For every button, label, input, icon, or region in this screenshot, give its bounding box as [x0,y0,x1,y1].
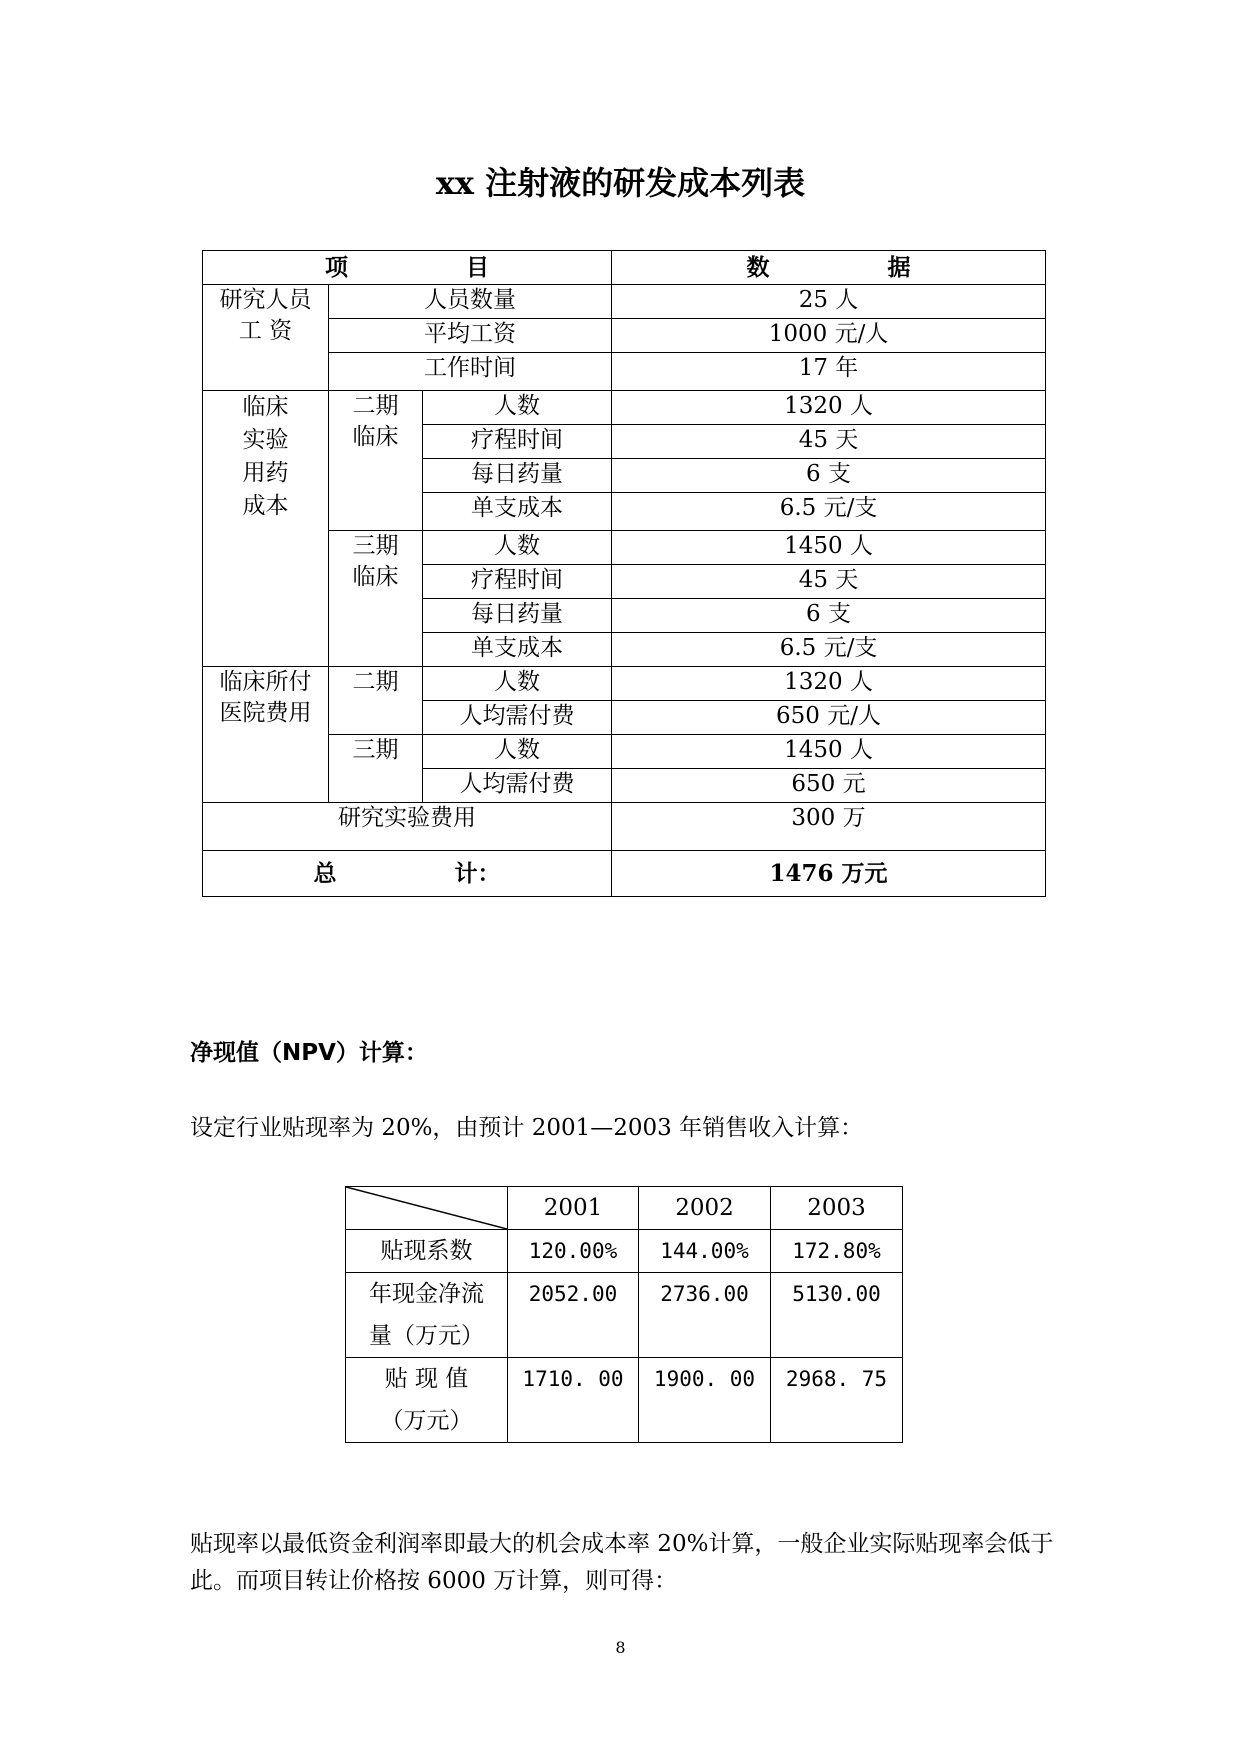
row-value: 6.5 元/支 [612,633,1046,667]
row-value: 1000 元/人 [612,319,1046,353]
row-label: 每日药量 [423,599,612,633]
group-clinical-drug: 临床 实验 用药 成本 [203,391,329,667]
table-cell: 120.00% [508,1230,639,1273]
diagonal-header-cell [346,1187,508,1230]
row-label: 疗程时间 [423,565,612,599]
table-cell: 5130.00 [771,1273,903,1358]
phase3-clinical: 三期 临床 [329,531,423,667]
row-label: 人员数量 [329,285,612,319]
row-value: 6.5 元/支 [612,493,1046,531]
row-value: 1450 人 [612,735,1046,769]
phase2-fee: 二期 [329,667,423,735]
row-value: 17 年 [612,353,1046,391]
row-label-cash-flow: 年现金净流 量（万元） [346,1273,508,1358]
row-label: 单支成本 [423,633,612,667]
table-cell: 2968. 75 [771,1358,903,1443]
row-value: 45 天 [612,565,1046,599]
row-label: 人数 [423,391,612,425]
closing-paragraph: 贴现率以最低资金利润率即最大的机会成本率 20%计算，一般企业实际贴现率会低于此。而项目转让价格按 6000 万计算，则可得： [190,1531,1054,1594]
row-label: 每日药量 [423,459,612,493]
page-title: xx 注射液的研发成本列表 [435,164,806,202]
table-cell: 1900. 00 [639,1358,771,1443]
npv-intro: 设定行业贴现率为 20%，由预计 2001—2003 年销售收入计算： [190,1115,864,1141]
row-label: 平均工资 [329,319,612,353]
row-value: 1320 人 [612,667,1046,701]
year-header: 2002 [639,1187,771,1230]
row-label-discounted-value: 贴 现 值 （万元） [346,1358,508,1443]
row-value: 6 支 [612,459,1046,493]
row-value: 650 元 [612,769,1046,803]
group-hospital-fee: 临床所付 医院费用 [203,667,329,803]
table-cell: 144.00% [639,1230,771,1273]
npv-heading: 净现值（NPV）计算： [190,1040,428,1066]
row-label: 人数 [423,735,612,769]
table-cell: 2736.00 [639,1273,771,1358]
row-value: 45 天 [612,425,1046,459]
row-label: 人均需付费 [423,769,612,803]
year-header: 2001 [508,1187,639,1230]
total-value: 1476 万元 [612,851,1046,897]
diagonal-line [346,1187,507,1229]
row-label: 工作时间 [329,353,612,391]
row-value: 650 元/人 [612,701,1046,735]
header-item: 项 目 [203,251,612,285]
row-label: 单支成本 [423,493,612,531]
row-value: 25 人 [612,285,1046,319]
research-exp-label: 研究实验费用 [203,803,612,851]
row-label-discount-factor: 贴现系数 [346,1230,508,1273]
row-value: 6 支 [612,599,1046,633]
row-label: 人数 [423,667,612,701]
table-cell: 172.80% [771,1230,903,1273]
year-header: 2003 [771,1187,903,1230]
row-value: 1320 人 [612,391,1046,425]
row-label: 人均需付费 [423,701,612,735]
table-cell: 2052.00 [508,1273,639,1358]
research-exp-value: 300 万 [612,803,1046,851]
header-data: 数 据 [612,251,1046,285]
row-value: 1450 人 [612,531,1046,565]
row-label: 人数 [423,531,612,565]
total-label: 总 计： [203,851,612,897]
group-researcher: 研究人员 工 资 [203,285,329,391]
phase2-clinical: 二期 临床 [329,391,423,531]
cost-table [202,250,1046,897]
row-label: 疗程时间 [423,425,612,459]
npv-table [345,1186,903,1443]
page-number: 8 [615,1638,626,1657]
table-cell: 1710. 00 [508,1358,639,1443]
phase3-fee: 三期 [329,735,423,803]
